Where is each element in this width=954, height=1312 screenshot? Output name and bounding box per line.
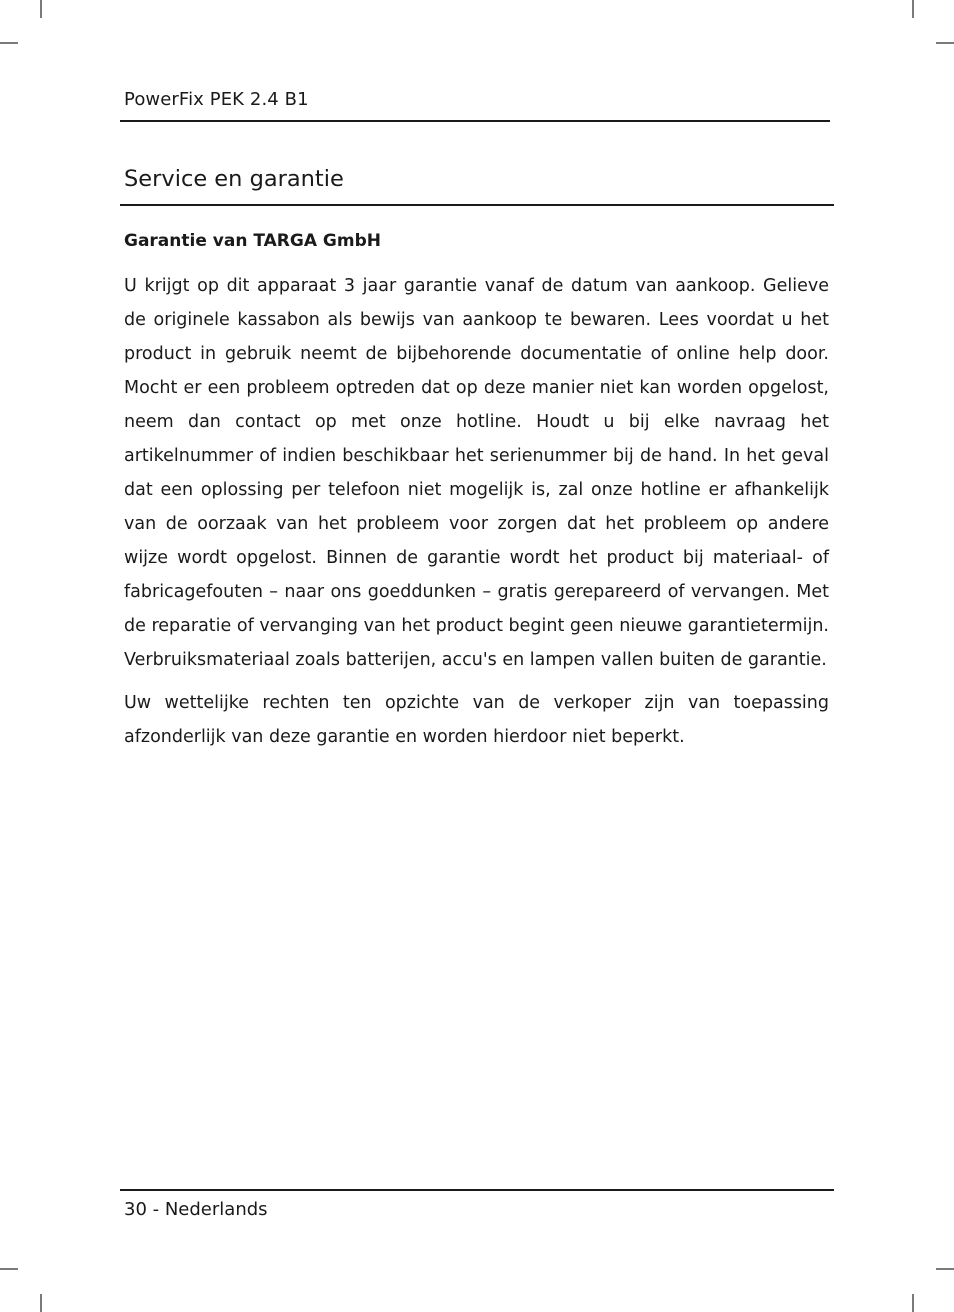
running-header: PowerFix PEK 2.4 B1 [124,89,309,110]
section-title-rule [120,204,834,206]
crop-mark-bottom-left [40,1294,42,1312]
crop-mark-top-left [40,0,42,18]
page-number-label: 30 - Nederlands [124,1199,268,1220]
warranty-heading: Garantie van TARGA GmbH [124,231,381,251]
warranty-section [124,228,829,763]
crop-mark-bottom-right-horizontal [936,1268,954,1270]
footer-rule [120,1189,834,1191]
section-title: Service en garantie [124,166,344,192]
crop-mark-bottom-left-horizontal [0,1268,18,1270]
crop-mark-top-right-horizontal [936,42,954,44]
crop-mark-top-left-horizontal [0,42,18,44]
warranty-paragraph-2: Uw wettelijke rechten ten opzichte van de verkoper zijn van toepassing afzonderlijk van deze garantie en worden hierdoor niet beperkt. [124,693,829,747]
crop-mark-top-right [912,0,914,18]
header-rule [120,120,830,122]
warranty-paragraph-1: U krijgt op dit apparaat 3 jaar garantie vanaf de datum van aankoop. Gelieve de originele kassabon als bewijs van aankoop te bewaren. Lees voordat u het product in gebruik neemt de bijbehorende documentatie of online help door. Mocht er een probleem optreden dat op deze manier niet kan worden opgelost, neem dan contact op met onze hotline. Houdt u bij elke navraag het artikelnummer of indien beschikbaar het serienummer bij de hand. In het geval dat een oplossing per telefoon niet mogelijk is, zal onze hotline er afhankelijk van de oorzaak van het probleem voor zorgen dat het probleem op andere wijze wordt opgelost. Binnen de garantie wordt het product bij materiaal- of fabricagefouten – naar ons goeddunken – gratis gerepareerd of vervangen. Met de reparatie of vervanging van het product begint geen nieuwe garantietermijn. Verbruiksmateriaal zoals batterijen, accu's en lampen vallen buiten de garantie. [124,276,829,670]
crop-mark-bottom-right [912,1294,914,1312]
